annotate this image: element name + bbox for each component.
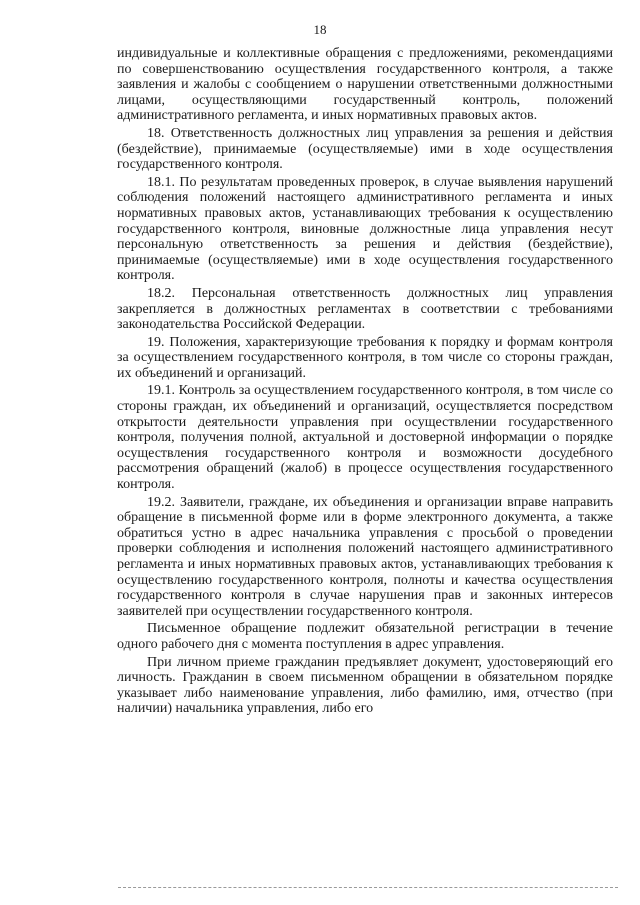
paragraph-personal-reception: При личном приеме гражданин предъявляет документ, удостоверяющий его личность. Гражданин в своем письменном обращении в обязательном порядке указывает либо наименование управления, либо фамилию, имя, отчество (при наличии) начальника управления, либо его [117,654,613,717]
paragraph-19: 19. Положения, характеризующие требования к порядку и формам контроля за осуществлением государственного контроля, в том числе со стороны граждан, их объединений и организаций. [117,334,613,381]
paragraph-19-2: 19.2. Заявители, граждане, их объединения и организации вправе направить обращение в письменной форме или в форме электронного документа, а также обратиться устно в адрес начальника управления с просьбой о проведении проверки соблюдения и исполнения положений настоящего административного регламента и иных нормативных правовых актов, устанавливающих требования к осуществлению государственного контроля, полноты и качества осуществления государственного контроля в случае нарушения прав и законных интересов заявителей при осуществлении государственного контроля. [117,494,613,619]
footer-rule [118,887,618,888]
paragraph-registration: Письменное обращение подлежит обязательной регистрации в течение одного рабочего дня с момента поступления в адрес управления. [117,621,613,652]
paragraph-18: 18. Ответственность должностных лиц управления за решения и действия (бездействие), принимаемые (осуществляемые) ими в ходе осуществления государственного контроля. [117,125,613,173]
page-number: 18 [313,22,327,37]
paragraph-18-1: 18.1. По результатам проведенных проверок, в случае выявления нарушений соблюдения положений настоящего административного регламента и иных нормативных правовых актов, устанавливающих требования к осуществлению государственного контроля, виновные должностные лица управления несут персональную ответственность за решения и действия (бездействие), принимаемые (осуществляемые) ими в ходе осуществления государственного контроля. [117,174,613,284]
paragraph-continuation: индивидуальные и коллективные обращения с предложениями, рекомендациями по совершенствованию осуществления государственного контроля, а также заявления и жалобы с сообщением о нарушении ответственными должностными лицами, осуществляющими государственный контроль, положений административного регламента, и иных нормативных правовых актов. [117,46,613,124]
paragraph-19-1: 19.1. Контроль за осуществлением государственного контроля, в том числе со стороны граждан, их объединений и организаций, осуществляется посредством открытости деятельности управления при осуществлении государственного контроля, получения полной, актуальной и достоверной информации о порядке осуществления государственного контроля и возможности досудебного рассмотрения обращений (жалоб) в процессе осуществления государственного контроля. [117,383,613,493]
document-body [117,46,613,717]
paragraph-18-2: 18.2. Персональная ответственность должностных лиц управления закрепляется в должностных регламентах в соответствии с требованиями законодательства Российской Федерации. [117,285,613,333]
